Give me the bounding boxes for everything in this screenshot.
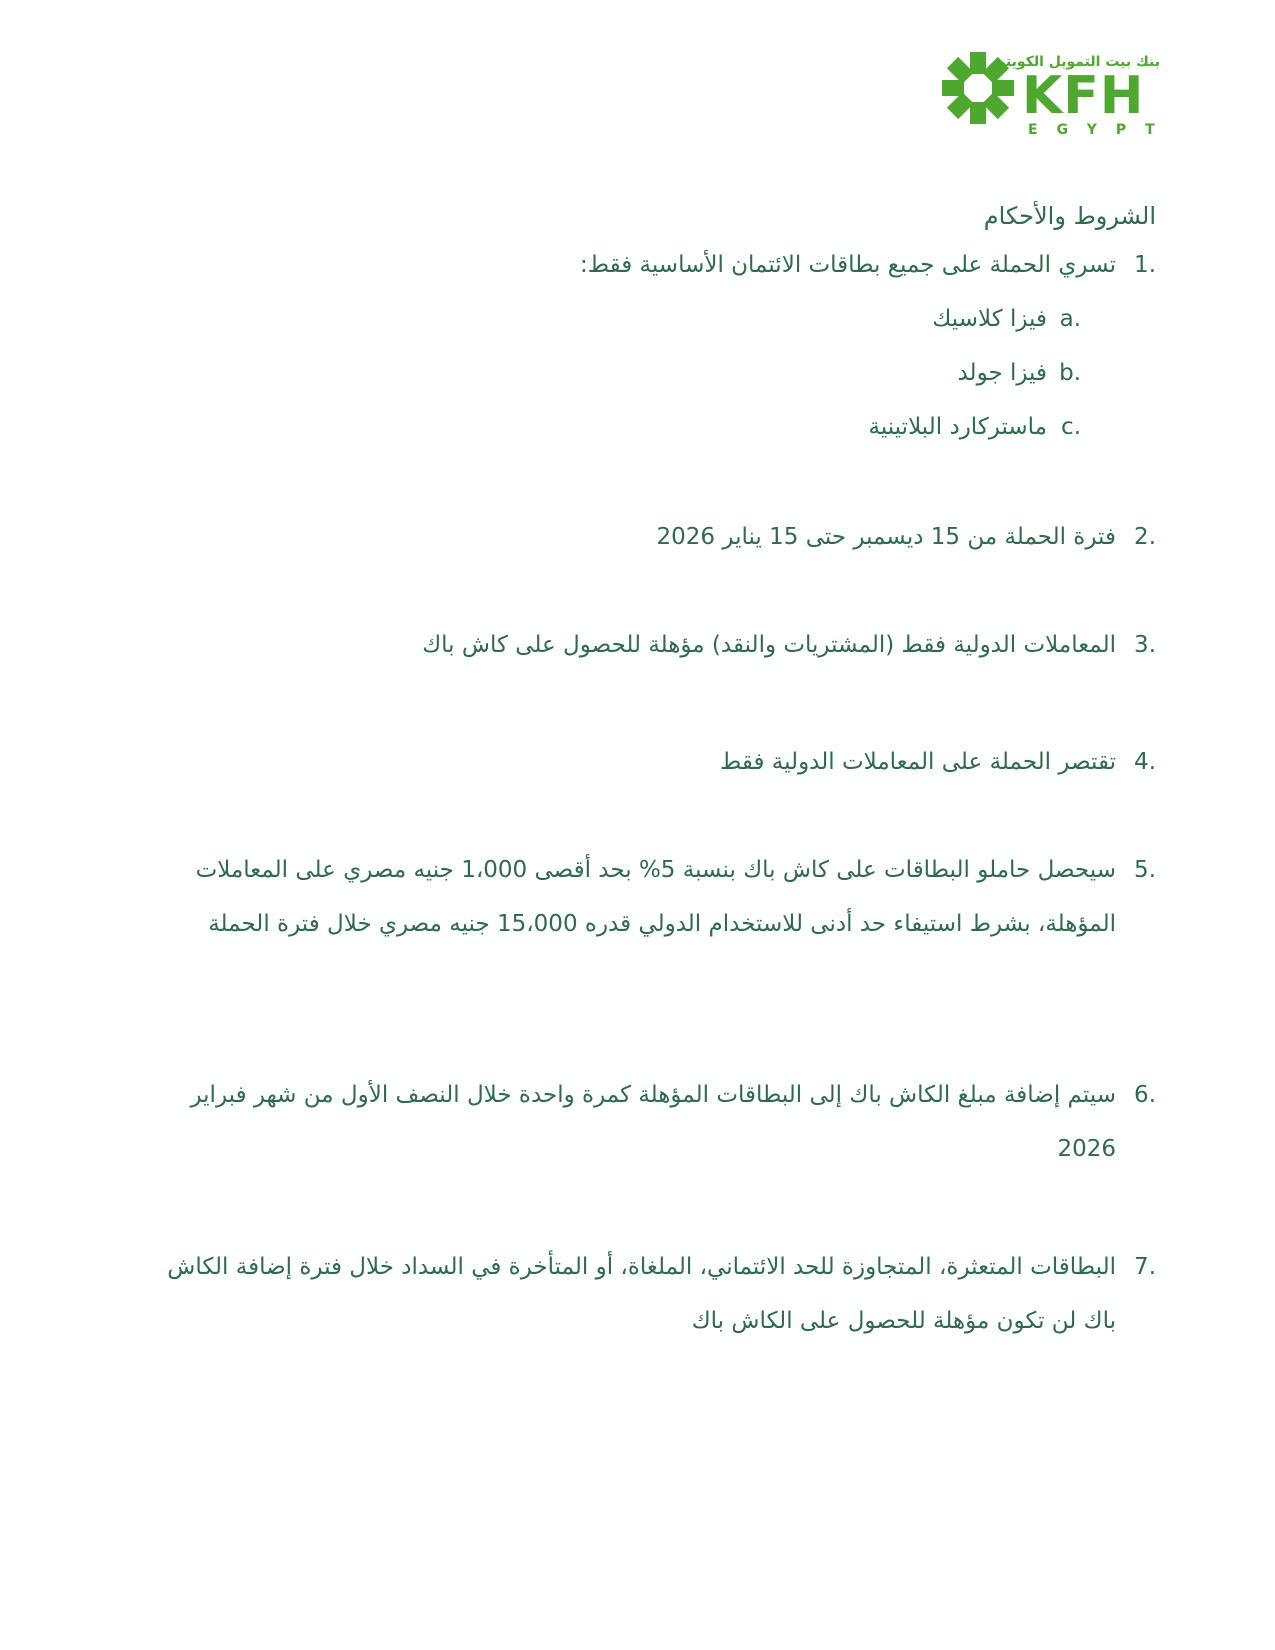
item-letter: .c: [1061, 414, 1081, 440]
clause-1-item-b: [681, 346, 1081, 400]
clause-6: [136, 1068, 1156, 1176]
item-text: فيزا جولد: [957, 360, 1047, 386]
clause-text: سيحصل حاملو البطاقات على كاش باك بنسبة 5% بحد أقصى 1،000 جنيه مصري على المعاملات المؤهلة، بشرط استيفاء حد أدنى للاستخدام الدولي قدره 15،000 جنيه مصري خلال فترة الحملة: [195, 857, 1116, 937]
clause-text: تقتصر الحملة على المعاملات الدولية فقط: [720, 749, 1116, 775]
clause-number: .7: [1134, 1254, 1156, 1280]
clause-4: [136, 735, 1156, 789]
clause-number: .2: [1134, 524, 1156, 550]
logo-country: EGYPT: [1028, 122, 1174, 138]
item-text: فيزا كلاسيك: [932, 306, 1047, 332]
item-text: ماستركارد البلاتينية: [868, 414, 1047, 440]
logo-arabic-name: بنك بيت التمويل الكويتي: [991, 54, 1160, 70]
clause-text: تسري الحملة على جميع بطاقات الائتمان الأساسية فقط:: [580, 252, 1116, 278]
item-letter: .a: [1059, 306, 1081, 332]
kfh-logo: [936, 46, 1174, 142]
clause-number: .4: [1134, 749, 1156, 775]
clause-number: .5: [1134, 857, 1156, 883]
clause-text: المعاملات الدولية فقط (المشتريات والنقد) مؤهلة للحصول على كاش باك: [422, 632, 1116, 658]
clause-text: سيتم إضافة مبلغ الكاش باك إلى البطاقات المؤهلة كمرة واحدة خلال النصف الأول من شهر فبراير 2026: [190, 1082, 1116, 1162]
logo-wordmark: KFH: [1022, 66, 1145, 126]
clause-number: .1: [1134, 252, 1156, 278]
clause-1: [136, 238, 1156, 292]
page-title: الشروط والأحكام: [983, 202, 1156, 230]
clause-text: البطاقات المتعثرة، المتجاوزة للحد الائتماني، الملغاة، أو المتأخرة في السداد خلال فترة إضافة الكاش باك لن تكون مؤهلة للحصول على الكاش باك: [167, 1254, 1116, 1334]
clause-1-item-c: [681, 400, 1081, 454]
clause-text: فترة الحملة من 15 ديسمبر حتى 15 يناير 2026: [656, 524, 1116, 550]
clause-3: [136, 618, 1156, 672]
clause-number: .6: [1134, 1082, 1156, 1108]
clause-2: [136, 510, 1156, 564]
clause-number: .3: [1134, 632, 1156, 658]
clause-7: [136, 1240, 1156, 1348]
clause-5: [136, 843, 1156, 951]
clause-1-item-a: [681, 292, 1081, 346]
item-letter: .b: [1059, 360, 1081, 386]
